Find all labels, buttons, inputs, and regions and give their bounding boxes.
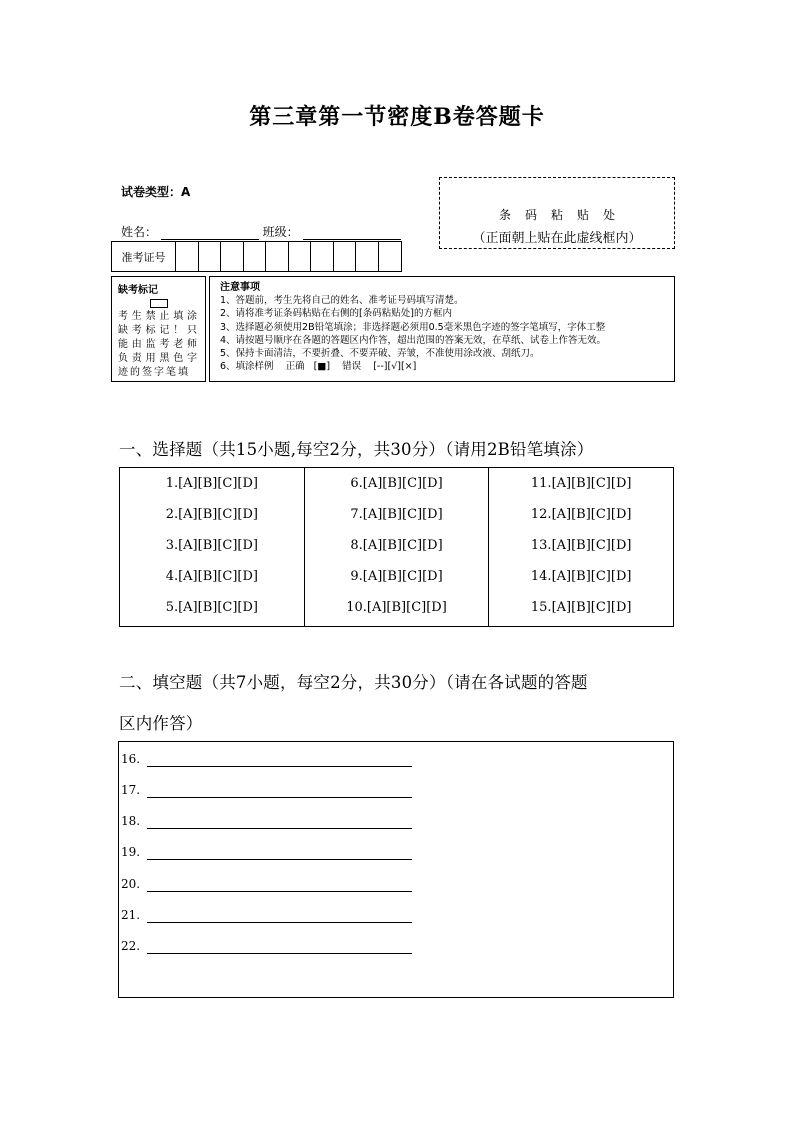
choice-item[interactable]: 12.[A][B][C][D] (530, 507, 632, 522)
fill-item-number: 22. (121, 939, 141, 953)
fill-item (121, 908, 140, 922)
section1-heading: 一、选择题（共15小题,每空2分，共30分）（请用2B铅笔填涂） (119, 440, 594, 459)
choice-item[interactable]: 8.[A][B][C][D] (350, 538, 443, 553)
page-title: 第三章第一节密度B卷答题卡 (249, 104, 545, 130)
exam-number-cell[interactable] (176, 242, 199, 271)
choice-item[interactable]: 13.[A][B][C][D] (530, 538, 632, 553)
exam-number-cell[interactable] (199, 242, 222, 271)
notes-item: 1、答题前，考生先将自己的姓名、准考证号码填写清楚。 (220, 295, 464, 307)
choice-item[interactable]: 9.[A][B][C][D] (350, 569, 443, 584)
fill-item (121, 939, 140, 953)
fill-blank-area (118, 741, 674, 998)
exam-number-cell[interactable] (266, 242, 289, 271)
section2-heading-line2: 区内作答） (119, 714, 203, 733)
answer-line[interactable] (147, 891, 412, 892)
barcode-hint: （正面朝上贴在此虚线框内） (472, 231, 642, 246)
exam-number-cell[interactable] (289, 242, 312, 271)
choice-item[interactable]: 7.[A][B][C][D] (350, 507, 443, 522)
fill-item-number: 20. (121, 877, 141, 891)
absent-mark-checkbox[interactable] (150, 299, 168, 308)
fill-item (121, 783, 140, 797)
answer-line[interactable] (147, 828, 412, 829)
choice-item[interactable]: 15.[A][B][C][D] (530, 600, 632, 615)
paper-type-label: 试卷类型：A (121, 185, 191, 199)
absent-mark-text: 考生禁止填涂缺考标记！只能由监考老师负责用黑色字迹的签字笔填 (118, 311, 199, 378)
fill-item-number: 18. (121, 814, 141, 828)
answer-line[interactable] (147, 859, 412, 860)
barcode-area (439, 177, 675, 249)
notes-box (209, 276, 675, 382)
choice-item[interactable]: 1.[A][B][C][D] (165, 476, 258, 491)
notes-item: 3、选择题必须使用2B铅笔填涂；非选择题必须用0.5毫米黑色字迹的签字笔填写，字体工整 (220, 321, 606, 333)
fill-item (121, 877, 140, 891)
exam-number-cell[interactable] (221, 242, 244, 271)
notes-title: 注意事项 (220, 282, 260, 293)
class-field[interactable] (303, 225, 401, 240)
answer-line[interactable] (147, 766, 412, 767)
exam-number-cell[interactable] (311, 242, 334, 271)
fill-item-number: 17. (121, 783, 141, 797)
barcode-title: 条码粘贴处 (498, 208, 629, 222)
answer-line[interactable] (147, 797, 412, 798)
answer-line[interactable] (147, 922, 412, 923)
fill-item-number: 19. (121, 845, 141, 859)
absent-mark-box (111, 276, 206, 382)
section2-heading-line1: 二、填空题（共7小题，每空2分，共30分）（请在各试题的答题 (119, 673, 588, 692)
fill-item (121, 752, 140, 766)
choice-grid (119, 467, 674, 627)
exam-number-cell[interactable] (356, 242, 379, 271)
choice-item[interactable]: 14.[A][B][C][D] (530, 569, 632, 584)
class-label: 班级： (262, 225, 299, 239)
exam-number-cell[interactable] (334, 242, 357, 271)
answer-line[interactable] (147, 953, 412, 954)
exam-number-cell[interactable] (379, 242, 402, 271)
exam-number-label: 准考证号 (112, 242, 176, 271)
name-class-row (121, 223, 401, 241)
choice-item[interactable]: 11.[A][B][C][D] (530, 476, 632, 491)
notes-item: 5、保持卡面清洁，不要折叠、不要弄破、弄皱，不准使用涂改液、刮纸刀。 (220, 348, 540, 360)
fill-item (121, 814, 140, 828)
choice-item[interactable]: 2.[A][B][C][D] (165, 507, 258, 522)
absent-mark-title: 缺考标记 (118, 285, 158, 296)
choice-item[interactable]: 3.[A][B][C][D] (165, 538, 258, 553)
choice-column (489, 468, 673, 626)
choice-column (305, 468, 490, 626)
exam-number-grid (111, 241, 402, 272)
exam-number-cell[interactable] (244, 242, 267, 271)
choice-item[interactable]: 6.[A][B][C][D] (350, 476, 443, 491)
choice-column (120, 468, 305, 626)
name-field[interactable] (161, 225, 259, 240)
choice-item[interactable]: 4.[A][B][C][D] (165, 569, 258, 584)
fill-item-number: 16. (121, 752, 141, 766)
fill-item (121, 845, 140, 859)
name-label: 姓名： (121, 225, 158, 239)
fill-item-number: 21. (121, 908, 141, 922)
notes-item: 2、请将准考证条码粘贴在右侧的[条码粘贴处]的方框内 (220, 308, 452, 320)
notes-item: 6、填涂样例 正确 [■] 错误 [--][√][×] (220, 361, 417, 373)
choice-item[interactable]: 10.[A][B][C][D] (346, 600, 447, 615)
choice-item[interactable]: 5.[A][B][C][D] (165, 600, 258, 615)
notes-item: 4、请按题号顺序在各题的答题区内作答，超出范围的答案无效，在草纸、试卷上作答无效。 (220, 334, 607, 346)
